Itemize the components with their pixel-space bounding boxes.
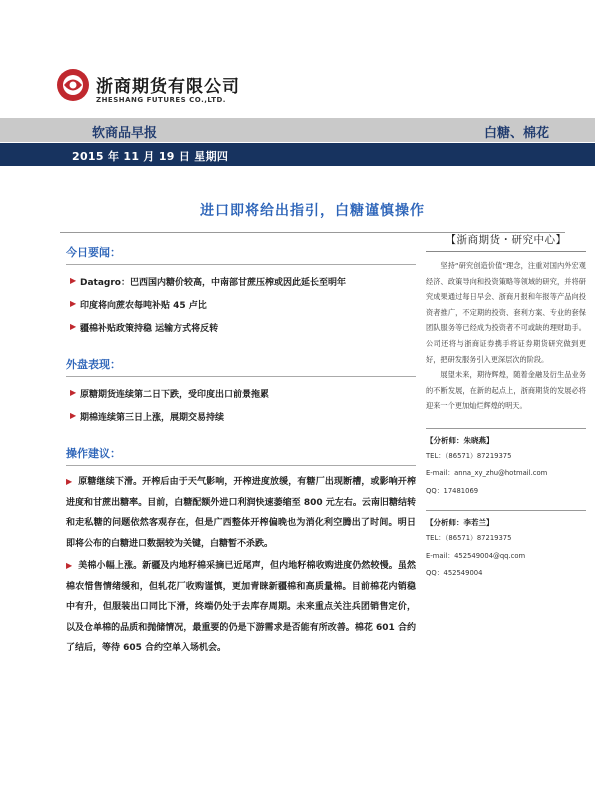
- advice-text: 美棉小幅上涨。新疆及内地籽棉采摘已近尾声，但内地籽棉收购进度仍然较慢。虽然棉农惜售情绪缓和，但轧花厂收购谨慎，更加青睐新疆棉和高质量棉。目前棉花内销稳中有升，但服装出口同比下滑，终端仍处于去库存周期。未来重点关注兵团销售定价，以及仓单棉的品质和抛储情况，最重要的仍是下游需求是否能有所改善。棉花 601 合约了结后，等待 605 合约空单入场机会。: [66, 561, 416, 653]
- sidebar-divider: [426, 510, 586, 511]
- news-item-text: 印度将向蔗农每吨补贴 45 卢比: [80, 301, 207, 311]
- today-focus-section: [66, 244, 416, 334]
- market-item-text: 期棉连续第三日上涨，展期交易持续: [80, 413, 225, 423]
- page-headline: 进口即将给出指引，白糖谨慎操作: [200, 203, 425, 219]
- analyst-card: [426, 428, 586, 501]
- sidebar-divider: [426, 428, 586, 429]
- section-divider: [66, 264, 416, 265]
- analyst-name: 【分析师：李若兰】: [426, 518, 494, 528]
- sidebar: [426, 232, 586, 583]
- overseas-title: 外盘表现：: [66, 358, 121, 371]
- bullet-triangle-icon: ▶: [66, 561, 73, 570]
- analyst-qq: QQ：17481069: [426, 486, 479, 495]
- analyst-card: [426, 510, 586, 583]
- overseas-section: [66, 356, 416, 423]
- news-item: [70, 321, 416, 334]
- section-divider: [66, 465, 416, 466]
- bullet-triangle-icon: ▶: [70, 322, 77, 331]
- analyst-tel: TEL：（86571）87219375: [426, 451, 512, 460]
- report-banner: [0, 118, 595, 142]
- news-item-text: Datagro：巴西国内糖价较高，中南部甘蔗压榨或因此延长至明年: [80, 278, 346, 288]
- advice-title: 操作建议：: [66, 447, 121, 460]
- research-center-outlook: 展望未来，期待辉煌，随着金融及衍生品业务的不断发展，在新的起点上，浙商期货的发展必将迎来一个更加灿烂辉煌的明天。: [426, 370, 586, 411]
- company-name-cn: 浙商期货有限公司: [96, 77, 240, 97]
- analyst-email[interactable]: E-mail：452549004@qq.com: [426, 551, 526, 560]
- zheshang-logo-icon: [56, 68, 90, 102]
- analyst-name: 【分析师：朱晓燕】: [426, 435, 494, 445]
- news-item-text: 疆棉补贴政策持稳 运输方式将反转: [80, 324, 219, 334]
- company-name-en: ZHESHANG FUTURES CO.,LTD.: [96, 96, 226, 104]
- bullet-triangle-icon: ▶: [70, 299, 77, 308]
- advice-paragraph-cotton: [66, 556, 416, 659]
- report-products: 白糖、棉花: [483, 126, 549, 141]
- analyst-qq: QQ：452549004: [426, 569, 483, 578]
- bullet-triangle-icon: ▶: [70, 411, 77, 420]
- analyst-tel: TEL：（86571）87219375: [426, 534, 512, 543]
- news-item: [70, 298, 416, 311]
- research-center-title: 【浙商期货・研究中心】: [445, 234, 567, 246]
- bullet-triangle-icon: ▶: [66, 477, 73, 486]
- advice-text: 原糖继续下滑。开榨后由于天气影响，开榨进度放缓，有糖厂出现断槽，或影响开榨进度和甘蔗出糖率。目前，白糖配额外进口利润快速萎缩至 800 元左右。云南旧糖结转和走私糖的问题依然客观存在，但是广西整体开榨偏晚也为消化利空腾出了时间。明日即将公布的白糖进口数据较为关键，白糖暂不杀跌。: [66, 477, 416, 549]
- date-bar: [0, 143, 595, 166]
- report-type: 软商品早报: [92, 126, 158, 141]
- market-item-text: 原糖期货连续第二日下跌，受印度出口前景拖累: [80, 390, 270, 400]
- analyst-email[interactable]: E-mail：anna_xy_zhu@hotmail.com: [426, 469, 548, 478]
- advice-paragraph-sugar: [66, 472, 416, 554]
- research-center-intro: 坚持“研究创造价值”理念，注重对国内外宏观经济、政策导向和投资策略等领域的研究，并将研究成果通过每日早会、浙商月报和年报等产品向投资者推广，不定期的投资、套利方案、专业的套保团队服务等已经成为投资者不可或缺的理财助手。公司还将与浙商证券携手将证券期货研究做到更好，把研发服务引入更深层次的阶段。: [426, 261, 586, 364]
- market-item: [70, 387, 416, 400]
- market-item: [70, 410, 416, 423]
- report-date: 2015 年 11 月 19 日 星期四: [72, 150, 229, 163]
- advice-section: [66, 445, 416, 659]
- sidebar-divider: [426, 251, 586, 252]
- section-divider: [66, 376, 416, 377]
- bullet-triangle-icon: ▶: [70, 276, 77, 285]
- bullet-triangle-icon: ▶: [70, 388, 77, 397]
- main-column: [66, 244, 416, 661]
- news-item: [70, 275, 416, 288]
- today-focus-title: 今日要闻：: [66, 246, 121, 259]
